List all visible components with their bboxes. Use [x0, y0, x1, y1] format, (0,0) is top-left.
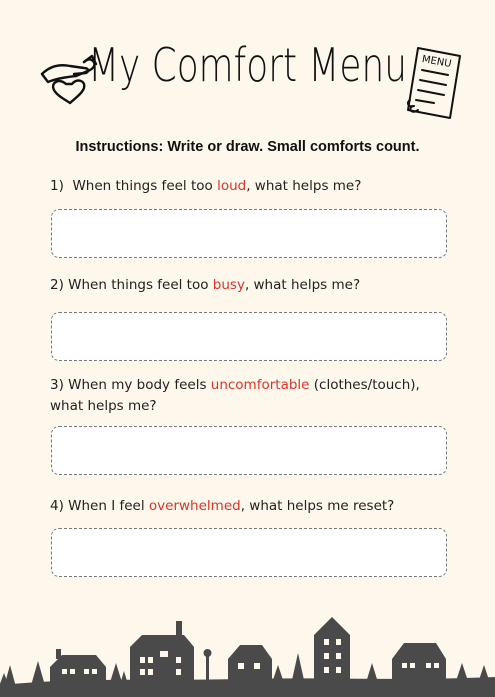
- page-title: My Comfort Menu: [88, 38, 407, 92]
- question-1: 1) When things feel too loud, what helps me?: [50, 178, 362, 194]
- question-2-keyword: busy: [212, 277, 245, 293]
- answer-box-1[interactable]: [51, 209, 447, 258]
- question-4-keyword: overwhelmed: [148, 498, 241, 514]
- instructions-text: Instructions: Write or draw. Small comforts count.: [75, 139, 420, 155]
- answer-box-2[interactable]: [51, 312, 447, 361]
- question-4: 4) When I feel overwhelmed, what helps me reset?: [50, 498, 395, 514]
- question-3-keyword: uncomfortable: [210, 377, 310, 393]
- menu-card-label: MENU: [420, 53, 453, 70]
- menu-card-icon: [404, 44, 466, 122]
- question-2: 2) When things feel too busy, what helps me?: [50, 277, 361, 293]
- question-1-keyword: loud: [217, 178, 247, 194]
- answer-box-3[interactable]: [51, 426, 447, 475]
- answer-box-4[interactable]: [51, 528, 447, 577]
- question-3: 3) When my body feels uncomfortable (clothes/touch), what helps me?: [50, 377, 420, 414]
- town-silhouette: [0, 607, 495, 697]
